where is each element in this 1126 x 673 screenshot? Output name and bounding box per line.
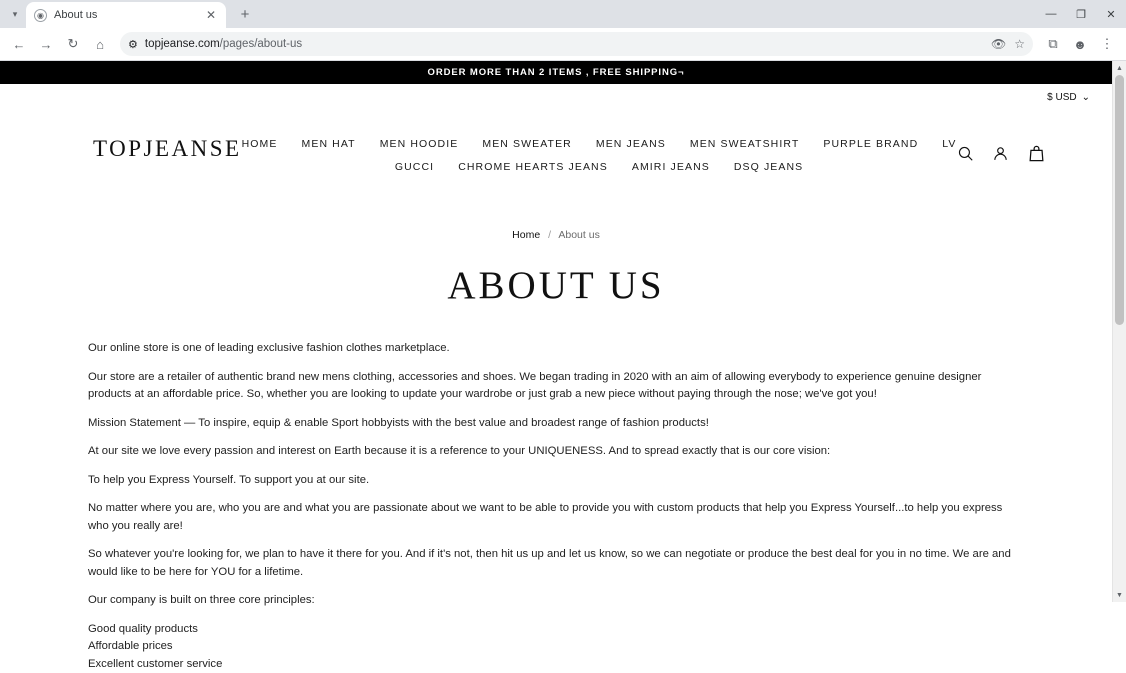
site-header bbox=[0, 110, 1112, 187]
omnibox-icons bbox=[991, 37, 1025, 51]
globe-icon: ◉ bbox=[34, 9, 47, 22]
menu-icon[interactable]: ⋮ bbox=[1094, 31, 1120, 57]
nav-item-men-hoodie[interactable]: MEN HOODIE bbox=[380, 138, 459, 150]
chevron-down-icon: ⌄ bbox=[1082, 92, 1090, 103]
profile-icon[interactable]: ☻ bbox=[1067, 31, 1093, 57]
forward-icon[interactable]: → bbox=[33, 31, 59, 57]
home-icon[interactable]: ⌂ bbox=[87, 31, 113, 57]
paragraph-7: So whatever you're looking for, we plan to have it there for you. And if it's not, then hit us up and let us know, so we can negotiate or produce the best deal for you in no time. We are and would like to be here for YOU for a lifetime. bbox=[88, 546, 1024, 581]
reload-icon[interactable]: ↻ bbox=[60, 31, 86, 57]
currency-label: $ USD bbox=[1047, 92, 1076, 103]
nav-item-gucci[interactable]: GUCCI bbox=[395, 161, 434, 173]
site-logo[interactable]: TOPJEANSE bbox=[30, 114, 242, 162]
breadcrumb bbox=[0, 187, 1112, 241]
site-info-icon[interactable]: ⚙ bbox=[128, 38, 138, 51]
principle-2: Affordable prices bbox=[88, 638, 1024, 656]
scroll-up-arrow-icon[interactable]: ▲ bbox=[1113, 61, 1126, 75]
nav-item-lv[interactable]: LV bbox=[942, 138, 956, 150]
announcement-bar: ORDER MORE THAN 2 ITEMS , FREE SHIPPING¬ bbox=[0, 61, 1112, 84]
principle-1: Good quality products bbox=[88, 621, 1024, 639]
nav-item-men-jeans[interactable]: MEN JEANS bbox=[596, 138, 666, 150]
tab-search-icon[interactable]: ▾ bbox=[4, 3, 26, 25]
account-icon[interactable] bbox=[992, 145, 1009, 162]
paragraph-1: Our online store is one of leading exclusive fashion clothes marketplace. bbox=[88, 340, 1024, 358]
paragraph-8: Our company is built on three core principles: bbox=[88, 592, 1024, 610]
nav-row-secondary bbox=[395, 161, 803, 173]
nav-item-men-sweatshirt[interactable]: MEN SWEATSHIRT bbox=[690, 138, 800, 150]
url-path: /pages/about-us bbox=[220, 38, 302, 50]
main-navigation bbox=[242, 114, 957, 173]
tab-strip bbox=[0, 0, 1126, 28]
close-window-button[interactable]: ✕ bbox=[1096, 0, 1126, 28]
paragraph-4: At our site we love every passion and interest on Earth because it is a reference to your UNIQUENESS. And to spread exactly that is our core vision: bbox=[88, 443, 1024, 461]
nav-item-chrome-hearts-jeans[interactable]: CHROME HEARTS JEANS bbox=[458, 161, 608, 173]
url-host: topjeanse.com bbox=[145, 38, 220, 50]
paragraph-6: No matter where you are, who you are and what you are passionate about we want to be able to provide you with custom products that help you Express Yourself...to help you express who you really are! bbox=[88, 500, 1024, 535]
nav-row-primary bbox=[242, 138, 957, 150]
header-icon-group bbox=[957, 114, 1124, 163]
page-title: ABOUT US bbox=[0, 263, 1112, 308]
nav-item-purple-brand[interactable]: PURPLE BRAND bbox=[823, 138, 918, 150]
tab-about-us[interactable] bbox=[26, 2, 226, 28]
url-text bbox=[145, 38, 984, 50]
new-tab-button[interactable]: + bbox=[232, 1, 258, 27]
breadcrumb-home[interactable]: Home bbox=[512, 229, 540, 241]
extensions-icon[interactable]: ⧉ bbox=[1040, 31, 1066, 57]
breadcrumb-separator: / bbox=[548, 229, 551, 241]
paragraph-2: Our store are a retailer of authentic brand new mens clothing, accessories and shoes. We began trading in 2020 with an aim of allowing everybody to experience genuine designer products at an affordable price. So, whether you are looking to update your wardrobe or just grab a new piece without paying through the nose; we've got you! bbox=[88, 369, 1024, 404]
scrollbar-thumb[interactable] bbox=[1115, 75, 1124, 325]
nav-item-dsq-jeans[interactable]: DSQ JEANS bbox=[734, 161, 803, 173]
page-content bbox=[0, 61, 1112, 602]
close-icon[interactable]: ✕ bbox=[204, 8, 218, 22]
minimize-button[interactable]: — bbox=[1036, 0, 1066, 28]
scroll-down-arrow-icon[interactable]: ▼ bbox=[1113, 588, 1126, 602]
back-icon[interactable]: ← bbox=[6, 31, 32, 57]
nav-item-amiri-jeans[interactable]: AMIRI JEANS bbox=[632, 161, 710, 173]
tab-title: About us bbox=[54, 9, 197, 21]
page-viewport bbox=[0, 61, 1126, 602]
breadcrumb-current: About us bbox=[558, 229, 599, 241]
paragraph-3: Mission Statement — To inspire, equip & enable Sport hobbyists with the best value and broadest range of fashion products! bbox=[88, 415, 1024, 433]
nav-item-men-sweater[interactable]: MEN SWEATER bbox=[482, 138, 572, 150]
nav-item-home[interactable]: HOME bbox=[242, 138, 278, 150]
cart-icon[interactable] bbox=[1027, 144, 1046, 163]
paragraph-5: To help you Express Yourself. To support you at our site. bbox=[88, 472, 1024, 490]
principle-3: Excellent customer service bbox=[88, 656, 1024, 673]
search-icon[interactable] bbox=[957, 145, 974, 162]
about-content bbox=[0, 340, 1112, 673]
maximize-button[interactable]: ❐ bbox=[1066, 0, 1096, 28]
window-controls bbox=[1036, 0, 1126, 28]
currency-selector[interactable] bbox=[0, 84, 1112, 110]
nav-item-men-hat[interactable]: MEN HAT bbox=[302, 138, 356, 150]
browser-toolbar bbox=[0, 28, 1126, 61]
address-bar[interactable] bbox=[120, 32, 1033, 56]
eye-off-icon[interactable]: 👁 bbox=[991, 37, 1006, 51]
page-scrollbar[interactable] bbox=[1112, 61, 1126, 602]
bookmark-star-icon[interactable]: ☆ bbox=[1014, 37, 1025, 51]
